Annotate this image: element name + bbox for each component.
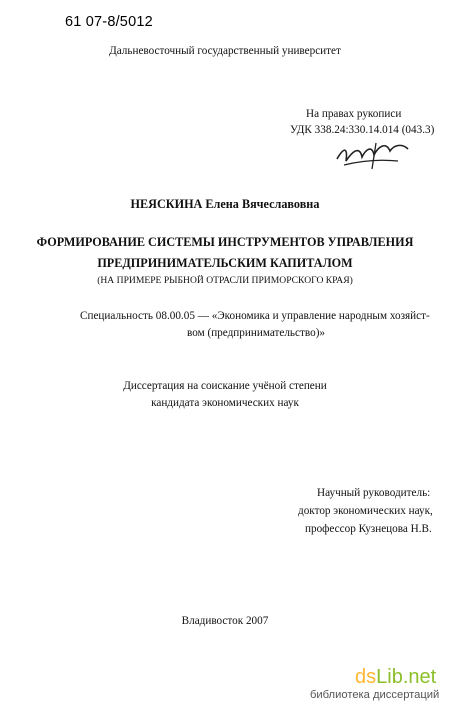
supervisor-heading: Научный руководитель: — [317, 487, 431, 499]
dissertation-line-1: Диссертация на соискание учёной степени — [123, 380, 327, 392]
title-line-1: ФОРМИРОВАНИЕ СИСТЕМЫ ИНСТРУМЕНТОВ УПРАВЛЕНИЯ — [36, 235, 414, 249]
city-year: Владивосток 2007 — [181, 615, 269, 627]
supervisor-name: профессор Кузнецова Н.В. — [305, 523, 432, 535]
watermark-tagline: библиотека диссертаций — [310, 689, 440, 701]
watermark-brand-suffix: Lib.net — [376, 666, 437, 688]
manuscript-rights: На правах рукописи — [306, 108, 402, 120]
dissertation-line-2: кандидата экономических наук — [151, 397, 299, 409]
watermark-logo — [355, 666, 436, 689]
watermark-brand-prefix: ds — [355, 666, 377, 688]
specialty-line-1: Специальность 08.00.05 — «Экономика и управление народным хозяйст- — [80, 310, 430, 322]
supervisor-degree: доктор экономических наук, — [298, 505, 433, 517]
specialty-line-2: вом (предпринимательство)» — [187, 327, 326, 339]
signature — [332, 139, 412, 173]
title-subtitle: (НА ПРИМЕРЕ РЫБНОЙ ОТРАСЛИ ПРИМОРСКОГО КРАЯ) — [97, 275, 353, 286]
title-line-2: ПРЕДПРИНИМАТЕЛЬСКИМ КАПИТАЛОМ — [97, 256, 353, 270]
author-name: НЕЯСКИНА Елена Вячеславовна — [130, 197, 320, 211]
udc-code: УДК 338.24:330.14.014 (043.3) — [290, 124, 435, 136]
registration-stamp: 61 07-8/5012 — [65, 14, 153, 30]
university-name: Дальневосточный государственный университет — [109, 45, 341, 57]
